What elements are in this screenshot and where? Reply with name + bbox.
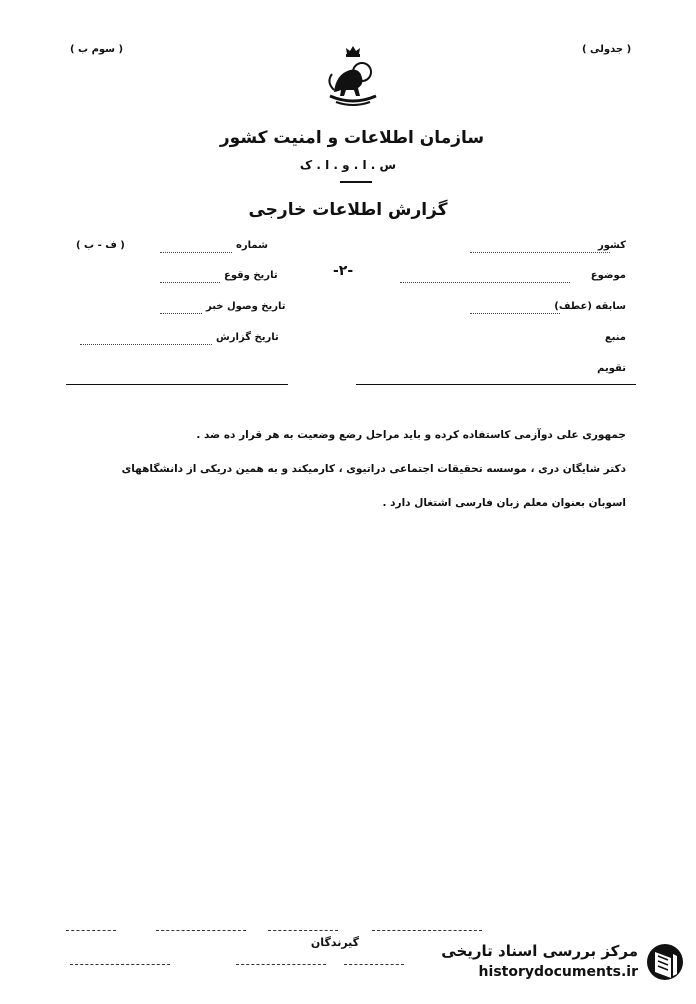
recipient-line [372, 930, 482, 931]
recipient-line [156, 930, 246, 931]
archive-logo-icon [646, 940, 684, 984]
date-occurred-label: تاریخ وقوع [224, 270, 278, 281]
evaluation-label: تقویم [597, 363, 626, 374]
recipient-line [66, 930, 116, 931]
number-value-line [160, 252, 232, 253]
left-corner-label: ( سوم ب ) [70, 44, 124, 55]
organization-code: س . ا . و . ا . ک [299, 158, 397, 172]
body-paragraph-2-line-2: اسوبان بعنوان معلم زبان فارسی اشتغال دارد . [382, 497, 626, 509]
date-reported-value-line [80, 344, 212, 345]
report-title: گزارش اطلاعات خارجی [248, 200, 448, 220]
watermark-title: مرکز بررسی اسناد تاریخی [441, 942, 638, 960]
subject-value-line [400, 282, 570, 283]
page-number: -۲- [333, 263, 354, 279]
left-divider-line [66, 384, 288, 385]
recipient-line [344, 964, 404, 965]
recipients-label: گیرندگان [310, 936, 360, 949]
title-divider [340, 181, 372, 183]
right-corner-label: ( جدولی ) [582, 44, 632, 55]
country-label: کشور [597, 240, 626, 251]
body-paragraph-2-line-1: دکتر شایگان دری ، موسسه تحقیقات اجتماعی دراتیوی ، کارمیکند و به همین دریکی از دانشگاههای [121, 463, 626, 475]
recipient-line [70, 964, 170, 965]
lion-and-sun-emblem-icon [322, 44, 384, 108]
number-code: ( ف - ب ) [76, 240, 125, 251]
recipient-line [268, 930, 338, 931]
date-reported-label: تاریخ گزارش [216, 332, 279, 343]
source-label: منبع [604, 332, 626, 343]
date-received-label: تاریخ وصول خبر [206, 301, 286, 312]
recipient-line [236, 964, 326, 965]
watermark-url: historydocuments.ir [478, 964, 638, 980]
date-received-value-line [160, 313, 202, 314]
right-divider-line [356, 384, 636, 385]
reference-label: سابقه (عطف) [554, 301, 626, 312]
date-occurred-value-line [160, 282, 220, 283]
organization-title: سازمان اطلاعات و امنیت کشور [219, 128, 485, 148]
subject-label: موضوع [590, 270, 626, 281]
body-paragraph-1: جمهوری علی دوآزمی کاستفاده کرده و باید مراحل رضع وضعیت به هر قرار ده ضد . [196, 429, 626, 441]
number-label: شماره [236, 240, 268, 251]
reference-value-line [470, 313, 560, 314]
country-value-line [470, 252, 610, 253]
